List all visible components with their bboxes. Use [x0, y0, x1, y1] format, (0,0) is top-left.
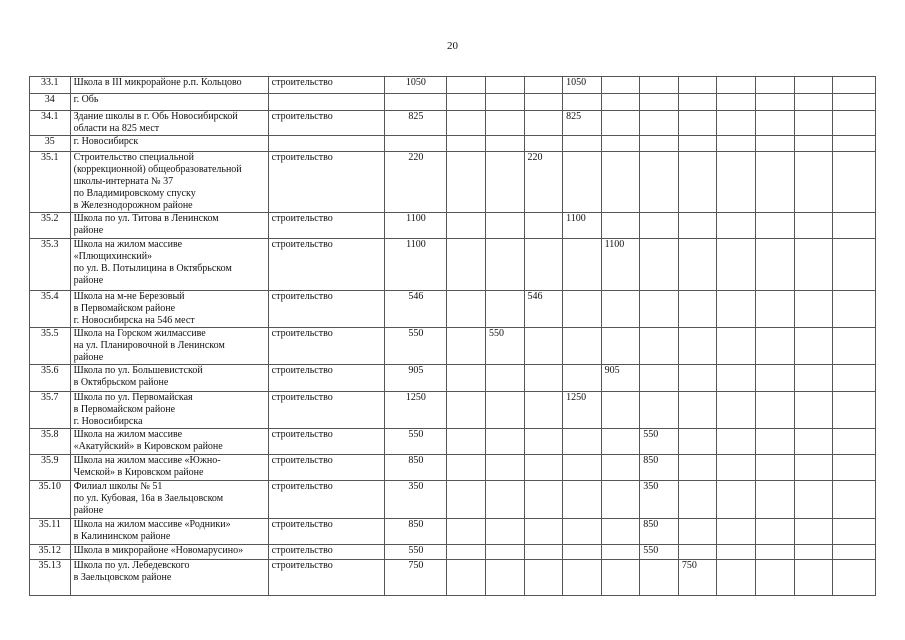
year-value-cell [447, 519, 486, 545]
year-value-cell [485, 560, 524, 596]
row-number-cell: 34 [30, 94, 71, 111]
year-value-cell [717, 291, 756, 328]
year-value-cell [717, 239, 756, 291]
year-value-cell [678, 429, 717, 455]
year-value-cell [640, 392, 679, 429]
year-value-cell [447, 560, 486, 596]
table-row [30, 455, 876, 481]
year-value-cell [563, 545, 602, 560]
year-value-cell [717, 77, 756, 94]
capacity-total-cell: 750 [385, 560, 447, 596]
table-row [30, 545, 876, 560]
table-row [30, 94, 876, 111]
year-value-cell: 546 [524, 291, 563, 328]
year-value-cell: 1050 [563, 77, 602, 94]
year-value-cell [485, 545, 524, 560]
year-value-cell [601, 291, 640, 328]
year-value-cell [833, 560, 876, 596]
table-row [30, 136, 876, 152]
year-value-cell [447, 291, 486, 328]
year-value-cell [833, 94, 876, 111]
year-value-cell [678, 239, 717, 291]
year-value-cell [447, 152, 486, 213]
capacity-total-cell: 1250 [385, 392, 447, 429]
year-value-cell [755, 77, 794, 94]
row-number-cell: 33.1 [30, 77, 71, 94]
year-value-cell [794, 328, 833, 365]
year-value-cell [524, 455, 563, 481]
row-number-cell: 35 [30, 136, 71, 152]
year-value-cell [601, 560, 640, 596]
year-value-cell [524, 429, 563, 455]
year-value-cell [640, 136, 679, 152]
year-value-cell [524, 77, 563, 94]
year-value-cell [447, 392, 486, 429]
capacity-total-cell: 825 [385, 111, 447, 136]
capacity-total-cell: 1100 [385, 213, 447, 239]
year-value-cell [485, 365, 524, 392]
year-value-cell [524, 392, 563, 429]
table-row [30, 429, 876, 455]
table-row [30, 328, 876, 365]
year-value-cell [447, 111, 486, 136]
year-value-cell [717, 429, 756, 455]
year-value-cell [717, 94, 756, 111]
year-value-cell [794, 239, 833, 291]
year-value-cell: 220 [524, 152, 563, 213]
row-number-cell: 34.1 [30, 111, 71, 136]
year-value-cell [833, 455, 876, 481]
table-row [30, 519, 876, 545]
capacity-total-cell: 350 [385, 481, 447, 519]
year-value-cell [833, 519, 876, 545]
year-value-cell [717, 560, 756, 596]
year-value-cell [755, 152, 794, 213]
work-type-cell [268, 136, 385, 152]
year-value-cell [755, 560, 794, 596]
year-value-cell [563, 239, 602, 291]
year-value-cell [447, 455, 486, 481]
row-number-cell: 35.7 [30, 392, 71, 429]
year-value-cell [524, 213, 563, 239]
table-row [30, 560, 876, 596]
row-number-cell: 35.2 [30, 213, 71, 239]
year-value-cell [755, 136, 794, 152]
year-value-cell [794, 545, 833, 560]
year-value-cell [794, 111, 833, 136]
year-value-cell [601, 213, 640, 239]
year-value-cell [524, 481, 563, 519]
year-value-cell [794, 429, 833, 455]
year-value-cell: 1100 [563, 213, 602, 239]
row-number-cell: 35.10 [30, 481, 71, 519]
year-value-cell [485, 94, 524, 111]
year-value-cell [755, 239, 794, 291]
year-value-cell [717, 152, 756, 213]
year-value-cell [717, 519, 756, 545]
work-type-cell: строительство [268, 519, 385, 545]
capacity-total-cell: 550 [385, 545, 447, 560]
schools-construction-table [29, 76, 876, 596]
year-value-cell [794, 152, 833, 213]
year-value-cell [524, 239, 563, 291]
year-value-cell [833, 481, 876, 519]
year-value-cell [794, 136, 833, 152]
table-row [30, 392, 876, 429]
year-value-cell [833, 291, 876, 328]
year-value-cell [833, 429, 876, 455]
year-value-cell [717, 136, 756, 152]
year-value-cell [833, 545, 876, 560]
work-type-cell: строительство [268, 545, 385, 560]
year-value-cell [447, 545, 486, 560]
object-name-cell: Школа на м-не Березовый в Первомайском районе г. Новосибирска на 546 мест [70, 291, 268, 328]
work-type-cell: строительство [268, 429, 385, 455]
row-number-cell: 35.5 [30, 328, 71, 365]
year-value-cell [678, 152, 717, 213]
year-value-cell [755, 365, 794, 392]
year-value-cell [755, 545, 794, 560]
year-value-cell [524, 328, 563, 365]
year-value-cell [755, 111, 794, 136]
year-value-cell [717, 328, 756, 365]
year-value-cell: 550 [485, 328, 524, 365]
year-value-cell [640, 94, 679, 111]
object-name-cell: Строительство специальной (коррекционной) общеобразовательной школы-интерната № 37 по Владимировскому спуску в Железнодорожном районе [70, 152, 268, 213]
year-value-cell [755, 392, 794, 429]
year-value-cell [524, 519, 563, 545]
object-name-cell: Школа на жилом массиве «Плющихинский» по ул. В. Потылицина в Октябрьском районе [70, 239, 268, 291]
year-value-cell: 550 [640, 429, 679, 455]
work-type-cell: строительство [268, 152, 385, 213]
work-type-cell: строительство [268, 392, 385, 429]
object-name-cell: Школа на жилом массиве «Родники» в Калининском районе [70, 519, 268, 545]
year-value-cell [601, 481, 640, 519]
object-name-cell: г. Обь [70, 94, 268, 111]
year-value-cell [717, 365, 756, 392]
year-value-cell [755, 291, 794, 328]
row-number-cell: 35.6 [30, 365, 71, 392]
year-value-cell [794, 519, 833, 545]
year-value-cell [794, 560, 833, 596]
row-number-cell: 35.4 [30, 291, 71, 328]
capacity-total-cell: 1100 [385, 239, 447, 291]
year-value-cell [601, 455, 640, 481]
year-value-cell [601, 429, 640, 455]
year-value-cell [447, 328, 486, 365]
capacity-total-cell: 550 [385, 328, 447, 365]
year-value-cell [717, 481, 756, 519]
table-row [30, 111, 876, 136]
year-value-cell [640, 213, 679, 239]
year-value-cell [485, 455, 524, 481]
work-type-cell: строительство [268, 328, 385, 365]
capacity-total-cell: 546 [385, 291, 447, 328]
year-value-cell [601, 77, 640, 94]
year-value-cell [601, 111, 640, 136]
year-value-cell [601, 328, 640, 365]
row-number-cell: 35.11 [30, 519, 71, 545]
year-value-cell [485, 291, 524, 328]
year-value-cell [678, 94, 717, 111]
row-number-cell: 35.13 [30, 560, 71, 596]
object-name-cell: Школа по ул. Первомайская в Первомайском районе г. Новосибирска [70, 392, 268, 429]
year-value-cell [794, 77, 833, 94]
year-value-cell [794, 392, 833, 429]
year-value-cell [794, 291, 833, 328]
year-value-cell [678, 291, 717, 328]
year-value-cell: 350 [640, 481, 679, 519]
object-name-cell: г. Новосибирск [70, 136, 268, 152]
year-value-cell [601, 94, 640, 111]
year-value-cell [678, 213, 717, 239]
year-value-cell: 550 [640, 545, 679, 560]
page-number: 20 [447, 40, 458, 52]
work-type-cell: строительство [268, 77, 385, 94]
year-value-cell [601, 392, 640, 429]
year-value-cell [447, 365, 486, 392]
year-value-cell [794, 213, 833, 239]
year-value-cell [563, 519, 602, 545]
work-type-cell: строительство [268, 291, 385, 328]
table-row [30, 365, 876, 392]
table-row [30, 481, 876, 519]
year-value-cell [447, 94, 486, 111]
year-value-cell [717, 392, 756, 429]
year-value-cell [678, 77, 717, 94]
year-value-cell [640, 328, 679, 365]
year-value-cell [640, 111, 679, 136]
year-value-cell [563, 152, 602, 213]
year-value-cell [485, 239, 524, 291]
work-type-cell: строительство [268, 239, 385, 291]
year-value-cell [678, 545, 717, 560]
year-value-cell [447, 429, 486, 455]
year-value-cell [794, 455, 833, 481]
year-value-cell [794, 94, 833, 111]
object-name-cell: Школа по ул. Титова в Ленинском районе [70, 213, 268, 239]
year-value-cell [563, 429, 602, 455]
object-name-cell: Школа в III микрорайоне р.п. Кольцово [70, 77, 268, 94]
year-value-cell [524, 111, 563, 136]
year-value-cell [485, 429, 524, 455]
year-value-cell [833, 111, 876, 136]
year-value-cell [601, 545, 640, 560]
object-name-cell: Школа в микрорайоне «Новомарусино» [70, 545, 268, 560]
year-value-cell [678, 481, 717, 519]
object-name-cell: Школа на жилом массиве «Южно- Чемской» в Кировском районе [70, 455, 268, 481]
table-row [30, 77, 876, 94]
year-value-cell [640, 152, 679, 213]
year-value-cell [563, 455, 602, 481]
year-value-cell [485, 77, 524, 94]
year-value-cell [755, 94, 794, 111]
year-value-cell [678, 392, 717, 429]
year-value-cell [717, 213, 756, 239]
year-value-cell [794, 481, 833, 519]
year-value-cell [717, 545, 756, 560]
year-value-cell [447, 239, 486, 291]
year-value-cell [601, 519, 640, 545]
year-value-cell [563, 328, 602, 365]
year-value-cell [485, 481, 524, 519]
year-value-cell [601, 136, 640, 152]
capacity-total-cell: 850 [385, 519, 447, 545]
year-value-cell [755, 213, 794, 239]
year-value-cell: 825 [563, 111, 602, 136]
object-name-cell: Филиал школы № 51 по ул. Кубовая, 16а в Заельцовском районе [70, 481, 268, 519]
year-value-cell [524, 365, 563, 392]
year-value-cell [447, 136, 486, 152]
table-row [30, 239, 876, 291]
table-row [30, 213, 876, 239]
year-value-cell: 850 [640, 519, 679, 545]
year-value-cell [755, 429, 794, 455]
year-value-cell [833, 136, 876, 152]
row-number-cell: 35.8 [30, 429, 71, 455]
year-value-cell [524, 94, 563, 111]
object-name-cell: Здание школы в г. Обь Новосибирской области на 825 мест [70, 111, 268, 136]
year-value-cell [755, 519, 794, 545]
year-value-cell [485, 111, 524, 136]
year-value-cell [640, 560, 679, 596]
year-value-cell [524, 136, 563, 152]
year-value-cell [717, 455, 756, 481]
object-name-cell: Школа по ул. Большевистской в Октябрьском районе [70, 365, 268, 392]
work-type-cell [268, 94, 385, 111]
row-number-cell: 35.3 [30, 239, 71, 291]
year-value-cell [563, 94, 602, 111]
work-type-cell: строительство [268, 111, 385, 136]
year-value-cell [678, 455, 717, 481]
year-value-cell [640, 365, 679, 392]
capacity-total-cell: 905 [385, 365, 447, 392]
year-value-cell [717, 111, 756, 136]
year-value-cell [678, 328, 717, 365]
year-value-cell [833, 365, 876, 392]
year-value-cell [447, 77, 486, 94]
year-value-cell [563, 365, 602, 392]
capacity-total-cell: 850 [385, 455, 447, 481]
year-value-cell [678, 111, 717, 136]
year-value-cell [833, 77, 876, 94]
year-value-cell [833, 152, 876, 213]
year-value-cell [640, 77, 679, 94]
year-value-cell [563, 481, 602, 519]
object-name-cell: Школа на Горском жилмассиве на ул. Планировочной в Ленинском районе [70, 328, 268, 365]
object-name-cell: Школа по ул. Лебедевского в Заельцовском районе [70, 560, 268, 596]
year-value-cell [447, 481, 486, 519]
row-number-cell: 35.1 [30, 152, 71, 213]
year-value-cell [485, 519, 524, 545]
year-value-cell [640, 239, 679, 291]
year-value-cell [601, 152, 640, 213]
year-value-cell [563, 291, 602, 328]
year-value-cell [678, 365, 717, 392]
year-value-cell [794, 365, 833, 392]
capacity-total-cell [385, 136, 447, 152]
year-value-cell: 850 [640, 455, 679, 481]
work-type-cell: строительство [268, 455, 385, 481]
work-type-cell: строительство [268, 365, 385, 392]
work-type-cell: строительство [268, 213, 385, 239]
year-value-cell [485, 136, 524, 152]
year-value-cell [524, 545, 563, 560]
table-row [30, 152, 876, 213]
year-value-cell: 1250 [563, 392, 602, 429]
work-type-cell: строительство [268, 560, 385, 596]
row-number-cell: 35.9 [30, 455, 71, 481]
year-value-cell [678, 136, 717, 152]
work-type-cell: строительство [268, 481, 385, 519]
year-value-cell: 750 [678, 560, 717, 596]
year-value-cell [833, 392, 876, 429]
year-value-cell [833, 213, 876, 239]
object-name-cell: Школа на жилом массиве «Акатуйский» в Кировском районе [70, 429, 268, 455]
year-value-cell [833, 239, 876, 291]
year-value-cell [447, 213, 486, 239]
year-value-cell [563, 136, 602, 152]
year-value-cell [755, 481, 794, 519]
year-value-cell: 905 [601, 365, 640, 392]
capacity-total-cell: 220 [385, 152, 447, 213]
table-row [30, 291, 876, 328]
year-value-cell [524, 560, 563, 596]
year-value-cell [563, 560, 602, 596]
capacity-total-cell [385, 94, 447, 111]
year-value-cell [755, 455, 794, 481]
year-value-cell [485, 392, 524, 429]
capacity-total-cell: 1050 [385, 77, 447, 94]
year-value-cell [833, 328, 876, 365]
capacity-total-cell: 550 [385, 429, 447, 455]
row-number-cell: 35.12 [30, 545, 71, 560]
year-value-cell [755, 328, 794, 365]
year-value-cell [485, 213, 524, 239]
year-value-cell: 1100 [601, 239, 640, 291]
year-value-cell [678, 519, 717, 545]
year-value-cell [640, 291, 679, 328]
year-value-cell [485, 152, 524, 213]
